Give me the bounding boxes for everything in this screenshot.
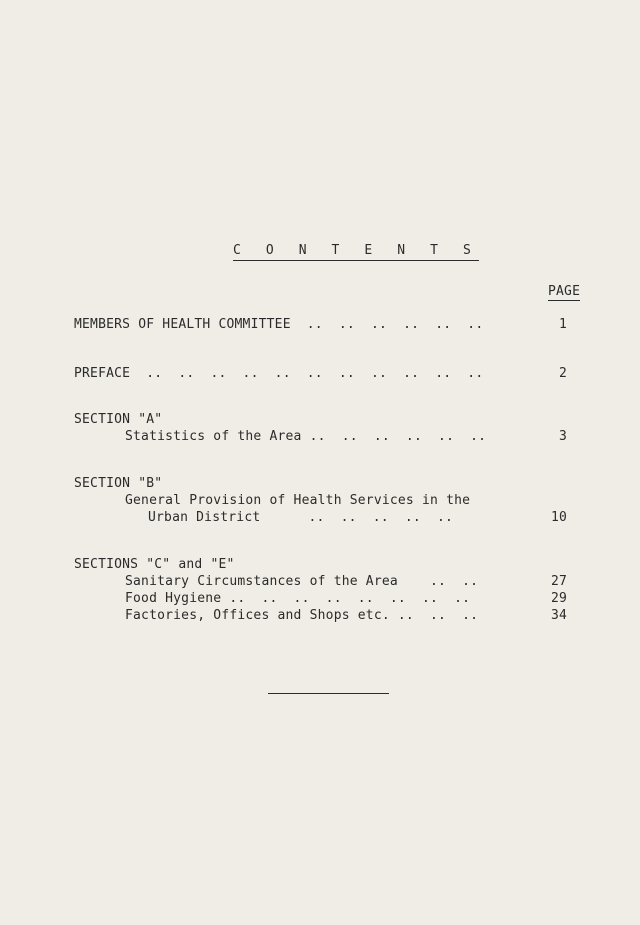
entry-urban-district: Urban District .. .. .. .. .. bbox=[148, 510, 454, 525]
entry-food-hygiene: Food Hygiene .. .. .. .. .. .. .. .. bbox=[125, 591, 471, 606]
page-column-header: PAGE bbox=[548, 284, 581, 299]
entry-statistics-area: Statistics of the Area .. .. .. .. .. .. bbox=[125, 429, 487, 444]
section-b-heading: SECTION "B" bbox=[74, 476, 163, 491]
entry-page-number: 10 bbox=[550, 510, 567, 525]
sections-c-e-heading: SECTIONS "C" and "E" bbox=[74, 557, 235, 572]
entry-page-number: 29 bbox=[550, 591, 567, 606]
end-rule bbox=[268, 693, 389, 694]
entry-page-number: 1 bbox=[558, 317, 567, 332]
entry-members-health-committee: MEMBERS OF HEALTH COMMITTEE .. .. .. .. .. .. bbox=[74, 317, 484, 332]
entry-preface: PREFACE .. .. .. .. .. .. .. .. .. .. .. bbox=[74, 366, 484, 381]
contents-title: C O N T E N T S bbox=[233, 243, 479, 261]
entry-page-number: 2 bbox=[558, 366, 567, 381]
entry-page-number: 27 bbox=[550, 574, 567, 589]
section-a-heading: SECTION "A" bbox=[74, 412, 163, 427]
entry-page-number: 3 bbox=[558, 429, 567, 444]
entry-factories-offices-shops: Factories, Offices and Shops etc. .. .. .. bbox=[125, 608, 479, 623]
entry-sanitary-circumstances: Sanitary Circumstances of the Area .. .. bbox=[125, 574, 479, 589]
entry-page-number: 34 bbox=[550, 608, 567, 623]
entry-general-provision: General Provision of Health Services in the bbox=[125, 493, 471, 508]
